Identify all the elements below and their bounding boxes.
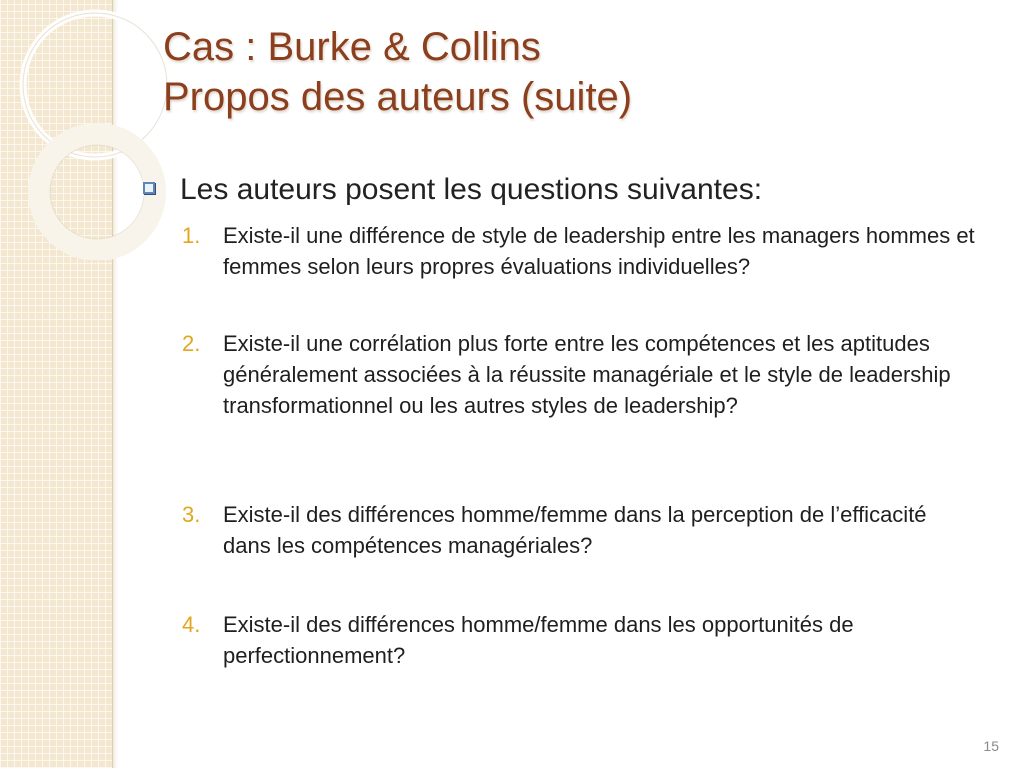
list-item-text: Existe-il une différence de style de leadership entre les managers hommes et femmes selon leurs propres évaluations individuelles?: [223, 223, 975, 279]
list-item-number: 3.: [182, 502, 201, 527]
list-item-number: 4.: [182, 612, 201, 637]
square-bullet-icon: [143, 182, 155, 194]
list-item-number: 1.: [182, 223, 201, 248]
list-item-number: 2.: [182, 331, 201, 356]
title-line-2: Propos des auteurs (suite): [163, 75, 633, 119]
list-item-text: Existe-il des différences homme/femme dans les opportunités de perfectionnement?: [223, 612, 854, 668]
title-line-1: Cas : Burke & Collins: [163, 25, 541, 69]
list-item-text: Existe-il une corrélation plus forte entre les compétences et les aptitudes généralement associées à la réussite managériale et le style de leadership transformationnel ou les autres styles de leadership?: [223, 331, 951, 418]
page-title: [163, 22, 983, 122]
list-item-text: Existe-il des différences homme/femme dans la perception de l’efficacité dans les compétences managériales?: [223, 502, 927, 558]
main-bullet-text: Les auteurs posent les questions suivantes:: [180, 173, 763, 206]
main-bullet: [143, 170, 983, 210]
page-number: 15: [983, 738, 999, 754]
